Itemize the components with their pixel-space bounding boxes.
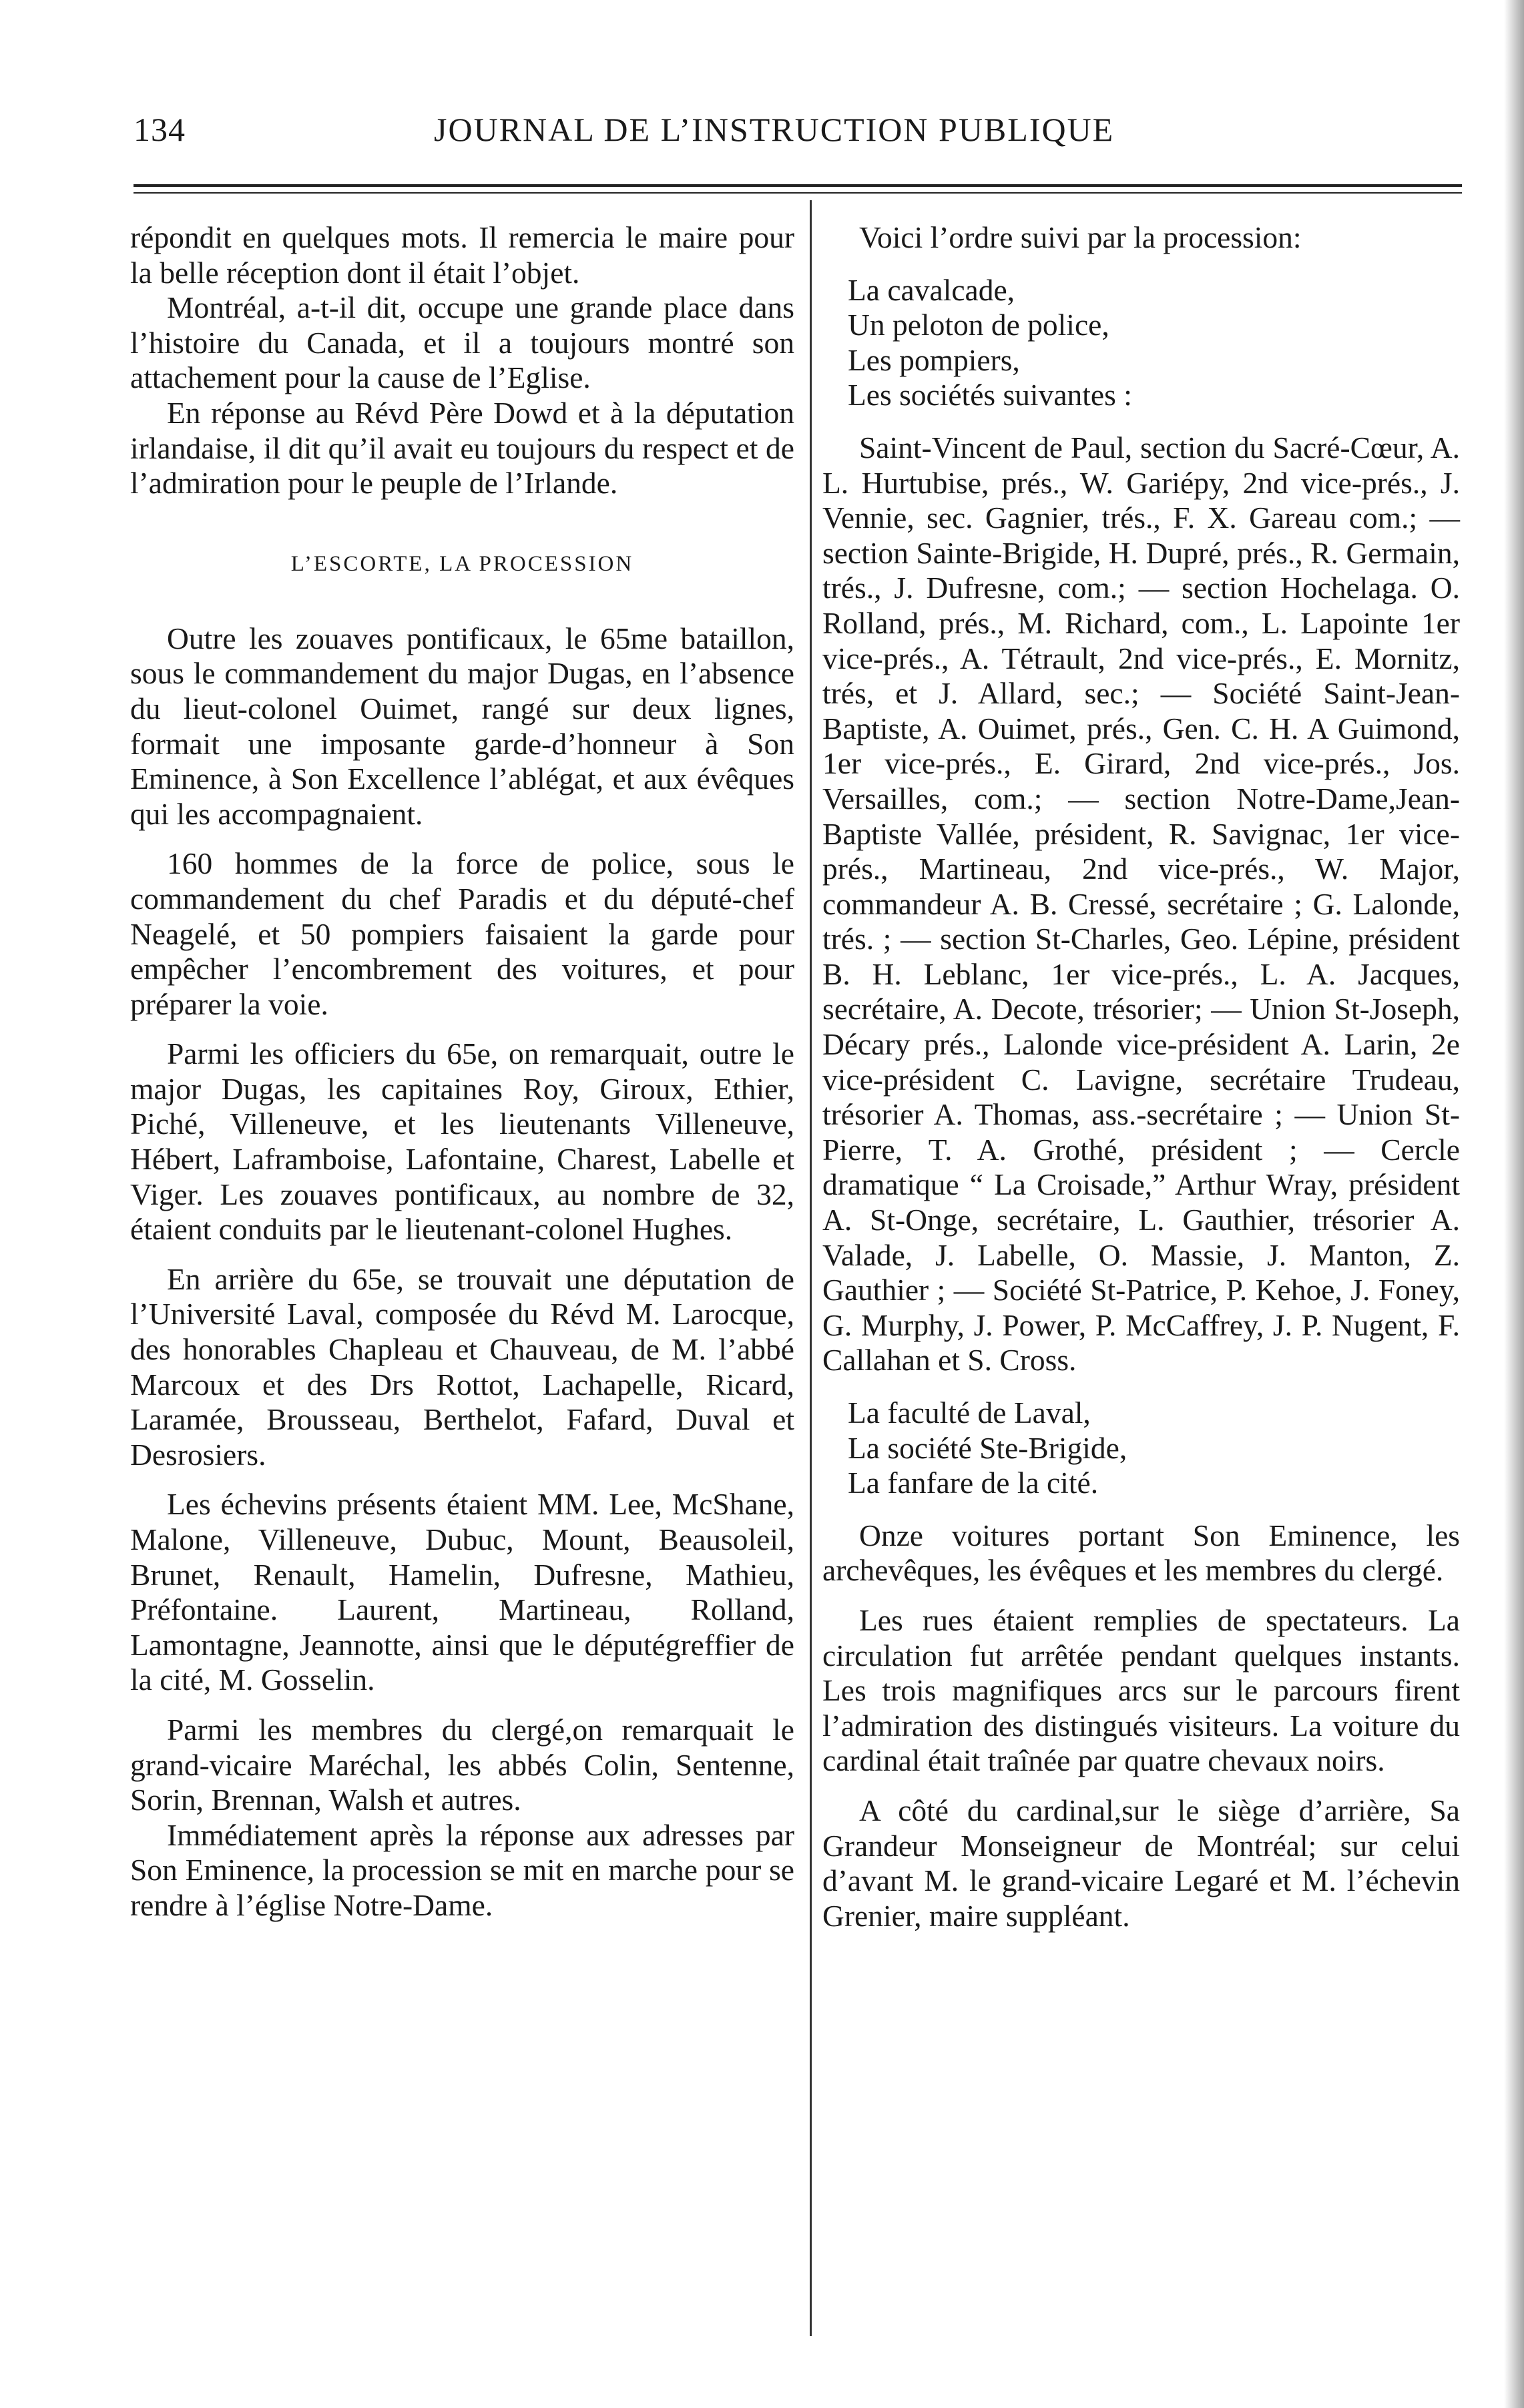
right-column [822,220,1460,1933]
list-item: La faculté de Laval, [848,1396,1091,1430]
section-heading: L’ESCORTE, LA PROCESSION [290,551,634,576]
header-rule-thick [134,184,1462,187]
societies-paragraph: Saint-Vincent de Paul, section du Sacré-Cœur, A. L. Hurtubise, prés., W. Gariépy, 2nd vice-prés., J. Vennie, sec. Gagnier, trés., F. X. Gareau com.; — section Sainte-Brigide, H. Dupré, prés., R. Germain, trés., J. Dufresne, com.; — section Hochelaga. O. Rolland, prés., M. Richard, com., L. Lapointe 1er vice-prés., A. Tétrault, 2nd vice-prés., E. Mornitz, trés, et J. Allard, sec.; — Société Saint-Jean-Baptiste, A. Ouimet, prés., Gen. C. H. A Guimond, 1er vice-prés., E. Girard, 2nd vice-prés., Jos. Versailles, com.; — section Notre-Dame,Jean-Baptiste Vallée, président, R. Savignac, 1er vice-prés., Martineau, 2nd vice-prés., W. Major, commandeur A. B. Cressé, secrétaire ; G. Lalonde, trés. ; — section St-Charles, Geo. Lépine, président B. H. Leblanc, 1er vice-prés., L. A. Jacques, secrétaire, A. Decote, trésorier; — Union St-Joseph, Décary prés., Lalonde vice-président A. Larin, 2e vice-président C. Lavigne, secrétaire Trudeau, trésorier A. Thomas, ass.-secrétaire ; — Union St-Pierre, T. A. Grothé, président ; — Cercle dramatique “ La Croisade,” Arthur Wray, président A. St-Onge, secrétaire, L. Gauthier, trésorier A. Valade, J. Labelle, O. Massie, J. Manton, Z. Gauthier ; — Société St-Patrice, P. Kehoe, J. Foney, G. Murphy, J. Power, P. McCaffrey, J. P. Nugent, F. Callahan et S. Cross. [822,430,1460,1378]
paragraph: Les rues étaient remplies de spectateurs. La circulation fut arrêtée pendant quelques instants. Les trois magnifiques arcs sur le parcours firent l’admiration des distingués visiteurs. La voiture du cardinal était traînée par quatre chevaux noirs. [822,1602,1460,1778]
left-column [130,220,794,1923]
paragraph: Parmi les officiers du 65e, on remarquait, outre le major Dugas, les capitaines Roy, Giroux, Ethier, Piché, Villeneuve, et les lieutenants Villeneuve, Hébert, Laframboise, Lafontaine, Charest, Labelle et Viger. Les zouaves pontificaux, au nombre de 32, étaient conduits par le lieutenant-colonel Hughes. [130,1036,794,1247]
procession-intro: Voici l’ordre suivi par la procession: [859,220,1302,254]
paragraph: répondit en quelques mots. Il remercia le maire pour la belle réception dont il était l’objet. [130,220,794,290]
paragraph: 160 hommes de la force de police, sous le commandement du chef Paradis et du député-chef Neagelé, et 50 pompiers faisaient la garde pour empêcher l’encombrement des voitures, et pour préparer la voie. [130,846,794,1021]
procession-list-2 [848,1396,1460,1501]
paragraph: Immédiatement après la réponse aux adresses par Son Eminence, la procession se mit en marche pour se rendre à l’église Notre-Dame. [130,1817,794,1922]
header-rule-thin [134,192,1462,194]
list-item: La fanfare de la cité. [848,1466,1099,1500]
list-item: Les sociétés suivantes : [848,378,1132,412]
list-item: La société Ste-Brigide, [848,1430,1127,1465]
list-item: La cavalcade, [848,272,1015,307]
page-number: 134 [134,111,186,148]
journal-title: JOURNAL DE L’INSTRUCTION PUBLIQUE [434,111,1115,148]
paragraph: Montréal, a-t-il dit, occupe une grande place dans l’histoire du Canada, et il a toujours montré son attachement pour la cause de l’Eglise. [130,290,794,395]
paragraph: En arrière du 65e, se trouvait une députation de l’Université Laval, composée du Révd M. Larocque, des honorables Chapleau et Chauveau, de M. l’abbé Marcoux et des Drs Rottot, Lachapelle, Ricard, Laramée, Brousseau, Berthelot, Fafard, Duval et Desrosiers. [130,1261,794,1472]
paragraph: Onze voitures portant Son Eminence, les archevêques, les évêques et les membres du clergé. [822,1518,1460,1588]
paragraph: Les échevins présents étaient MM. Lee, McShane, Malone, Villeneuve, Dubuc, Mount, Beausoleil, Brunet, Renault, Hamelin, Dufresne, Mathieu, Préfontaine. Laurent, Martineau, Rolland, Lamontagne, Jeannotte, ainsi que le députégreffier de la cité, M. Gosselin. [130,1487,794,1697]
paragraph: Parmi les membres du clergé,on remarquait le grand-vicaire Maréchal, les abbés Colin, Sentenne, Sorin, Brennan, Walsh et autres. [130,1712,794,1817]
column-divider [810,200,812,2336]
paragraph: A côté du cardinal,sur le siège d’arrière, Sa Grandeur Monseigneur de Montréal; sur celui d’avant M. le grand-vicaire Legaré et M. l’échevin Grenier, maire suppléant. [822,1793,1460,1933]
running-head [134,110,1462,157]
paragraph: En réponse au Révd Père Dowd et à la députation irlandaise, il dit qu’il avait eu toujours du respect et de l’admiration pour le peuple de l’Irlande. [130,395,794,501]
list-item: Les pompiers, [848,342,1020,377]
paragraph: Outre les zouaves pontificaux, le 65me bataillon, sous le commandement du major Dugas, en l’absence du lieut-colonel Ouimet, rangé sur deux lignes, formait une imposante garde-d’honneur à Son Eminence, à Son Excellence l’ablégat, et aux évêques qui les accompagnaient. [130,621,794,831]
page-edge-shadow [1504,0,1524,2408]
list-item: Un peloton de police, [848,308,1109,342]
procession-list [848,273,1460,413]
